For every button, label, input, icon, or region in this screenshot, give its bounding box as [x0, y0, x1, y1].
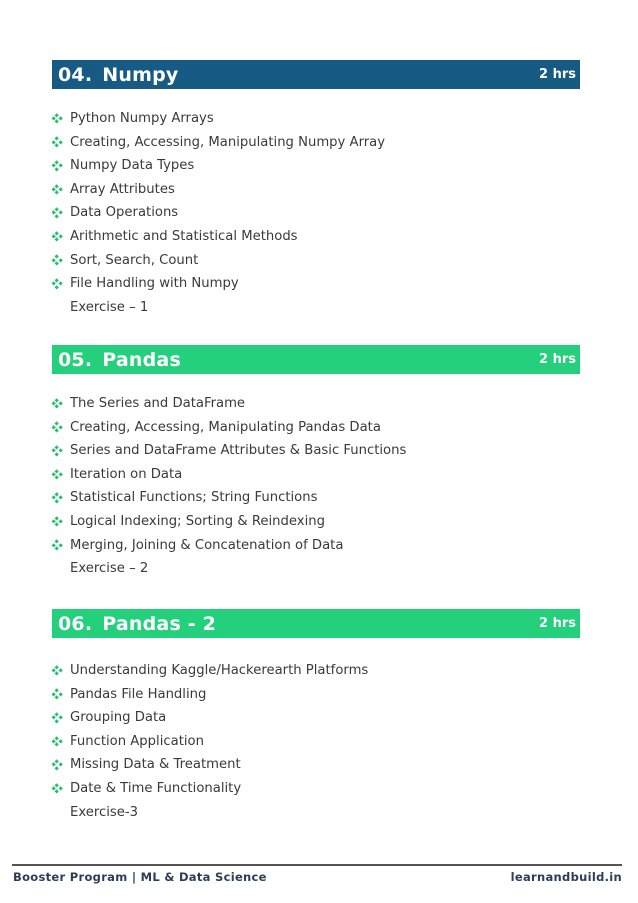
diamond-bullet-icon: [52, 137, 62, 147]
diamond-bullet-icon: [52, 161, 62, 171]
footer-site-link[interactable]: learnandbuild.in: [510, 870, 622, 884]
exercise-label: Exercise-3: [70, 804, 139, 820]
diamond-bullet-icon: [52, 689, 62, 699]
diamond-bullet-icon: [52, 422, 62, 432]
module-header-numpy: [52, 60, 580, 89]
topic-list-numpy: [52, 107, 385, 319]
module-title: 04. Numpy: [58, 63, 179, 86]
diamond-bullet-icon: [52, 737, 62, 747]
topic-item: Sort, Search, Count: [52, 249, 385, 273]
topic-item: Pandas File Handling: [52, 683, 368, 707]
topic-list-pandas: [52, 392, 406, 581]
diamond-bullet-icon: [52, 540, 62, 550]
topic-item: Understanding Kaggle/Hackerearth Platforms: [52, 659, 368, 683]
exercise-label: Exercise – 1: [70, 299, 149, 315]
topic-item: Data Operations: [52, 201, 385, 225]
topic-item: Merging, Joining & Concatenation of Data: [52, 534, 406, 558]
diamond-bullet-icon: [52, 399, 62, 409]
module-title: 06. Pandas - 2: [58, 612, 217, 635]
topic-item: Python Numpy Arrays: [52, 107, 385, 131]
module-header-pandas: [52, 345, 580, 374]
topic-item: Missing Data & Treatment: [52, 753, 368, 777]
diamond-bullet-icon: [52, 255, 62, 265]
diamond-bullet-icon: [52, 470, 62, 480]
topic-item: Logical Indexing; Sorting & Reindexing: [52, 510, 406, 534]
topic-item: Creating, Accessing, Manipulating Numpy Array: [52, 131, 385, 155]
module-duration: 2 hrs: [539, 352, 576, 367]
topic-item: Creating, Accessing, Manipulating Pandas Data: [52, 416, 406, 440]
footer-divider: [12, 864, 622, 866]
diamond-bullet-icon: [52, 760, 62, 770]
footer-program-name: Booster Program | ML & Data Science: [13, 870, 267, 884]
topic-item: File Handling with Numpy: [52, 272, 385, 296]
topic-item: Series and DataFrame Attributes & Basic Functions: [52, 439, 406, 463]
diamond-bullet-icon: [52, 784, 62, 794]
topic-item: The Series and DataFrame: [52, 392, 406, 416]
diamond-bullet-icon: [52, 279, 62, 289]
topic-item: Statistical Functions; String Functions: [52, 486, 406, 510]
diamond-bullet-icon: [52, 185, 62, 195]
module-header-pandas-2: [52, 609, 580, 638]
topic-item: Function Application: [52, 730, 368, 754]
module-duration: 2 hrs: [539, 616, 576, 631]
module-title: 05. Pandas: [58, 348, 181, 371]
diamond-bullet-icon: [52, 713, 62, 723]
topic-item: Numpy Data Types: [52, 154, 385, 178]
topic-item: Grouping Data: [52, 706, 368, 730]
exercise-label: Exercise – 2: [70, 561, 149, 577]
topic-item: Array Attributes: [52, 178, 385, 202]
topic-list-pandas-2: [52, 659, 368, 824]
topic-item: Date & Time Functionality: [52, 777, 368, 801]
diamond-bullet-icon: [52, 114, 62, 124]
module-duration: 2 hrs: [539, 67, 576, 82]
diamond-bullet-icon: [52, 517, 62, 527]
diamond-bullet-icon: [52, 232, 62, 242]
diamond-bullet-icon: [52, 446, 62, 456]
diamond-bullet-icon: [52, 666, 62, 676]
diamond-bullet-icon: [52, 208, 62, 218]
diamond-bullet-icon: [52, 493, 62, 503]
topic-item: Iteration on Data: [52, 463, 406, 487]
topic-item: Arithmetic and Statistical Methods: [52, 225, 385, 249]
